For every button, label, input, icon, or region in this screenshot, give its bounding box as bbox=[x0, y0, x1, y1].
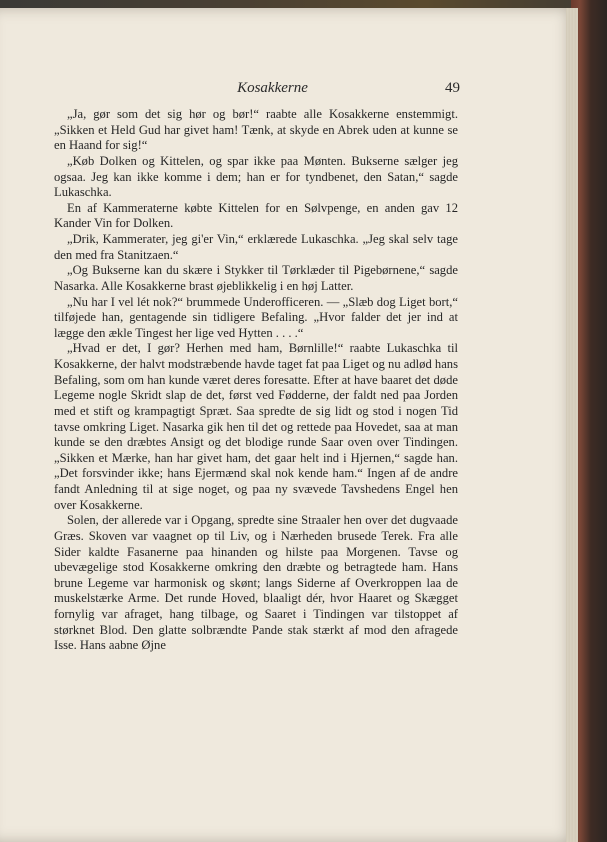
page-header bbox=[0, 78, 545, 100]
paragraph: „Og Bukserne kan du skære i Stykker til Tørklæder til Pigebørnene,“ sagde Nasarka. Alle Kosakkerne brast øjeblikkelig i en høj Latter. bbox=[54, 263, 458, 293]
body-text bbox=[54, 107, 458, 654]
paragraph: „Hvad er det, I gør? Herhen med ham, Børnlille!“ raabte Lukaschka til Kosakkerne, der halvt modstræbende havde taget fat paa Liget og nu adlød hans Befaling, som om han kunde været deres foresatte. Efter at have baaret det døde Legeme nogle Skridt slap de det, først ved Fødderne, der faldt ned paa Jorden med et stift og krampagtigt Spræt. Saa spredte de sig lidt og stod i nogen Tid tavse omkring Liget. Nasarka gik hen til det og rettede paa Hovedet, saa at man kunde se den dræbtes Ansigt og det blodige runde Saar oven over Tindingen. „Sikken et Mærke, han har givet ham, det gaar helt ind i Hjernen,“ sagde han. „Det forsvinder ikke; hans Ejermænd skal nok kende ham.“ Ingen af de andre fandt Anledning til at sige noget, og paa ny svævede Tavshedens Engel hen over Kosakkerne. bbox=[54, 341, 458, 512]
page-number: 49 bbox=[445, 80, 460, 96]
paragraph: „Ja, gør som det sig hør og bør!“ raabte alle Kosakkerne enstemmigt. „Sikken et Held Gud har givet ham! Tænk, at skyde en Abrek uden at kunne se en Haand for sig!“ bbox=[54, 107, 458, 153]
paragraph: „Nu har I vel lét nok?“ brummede Underofficeren. — „Slæb dog Liget bort,“ tilføjede han, gentagende sin tidligere Befaling. „Hvor falder det jer ind at lægge den ækle Tingest her lige ved Hytten . . . .“ bbox=[54, 294, 458, 340]
paragraph: Solen, der allerede var i Opgang, spredte sine Straaler hen over det dugvaade Græs. Skoven var vaagnet op til Liv, og i Nærheden brusede Terek. Fra alle Sider kaldte Fasanerne paa hinanden og hilste paa Morgenen. Tavse og ubevægelige stod Kosakkerne omkring den dræbte og betragtede ham. Hans brune Legeme var harmonisk og skønt; langs Siderne af Overkroppen laa de muskelstærke Arme. Det runde Hoved, blaaligt dér, hvor Haaret og Skægget fornylig var afraget, hang tilbage, og Saaret i Tindingen var tilstoppet af størknet Blod. Den glatte solbrændte Pande stak stærkt af mod den afragede Isse. Hans aabne Øjne bbox=[54, 513, 458, 653]
page-edges bbox=[566, 8, 578, 842]
running-title: Kosakkerne bbox=[237, 80, 308, 96]
paragraph: „Køb Dolken og Kittelen, og spar ikke paa Mønten. Bukserne sælger jeg ogsaa. Jeg kan ikke komme i dem; han er for tyndbenet, den Satan,“ sagde Lukaschka. bbox=[54, 153, 458, 200]
book-page bbox=[0, 8, 578, 842]
paragraph: En af Kammeraterne købte Kittelen for en Sølvpenge, en anden gav 12 Kander Vin for Dolken. bbox=[54, 200, 458, 231]
paragraph: „Drik, Kammerater, jeg gi'er Vin,“ erklærede Lukaschka. „Jeg skal selv tage den med fra Stanitzaen.“ bbox=[54, 232, 458, 262]
